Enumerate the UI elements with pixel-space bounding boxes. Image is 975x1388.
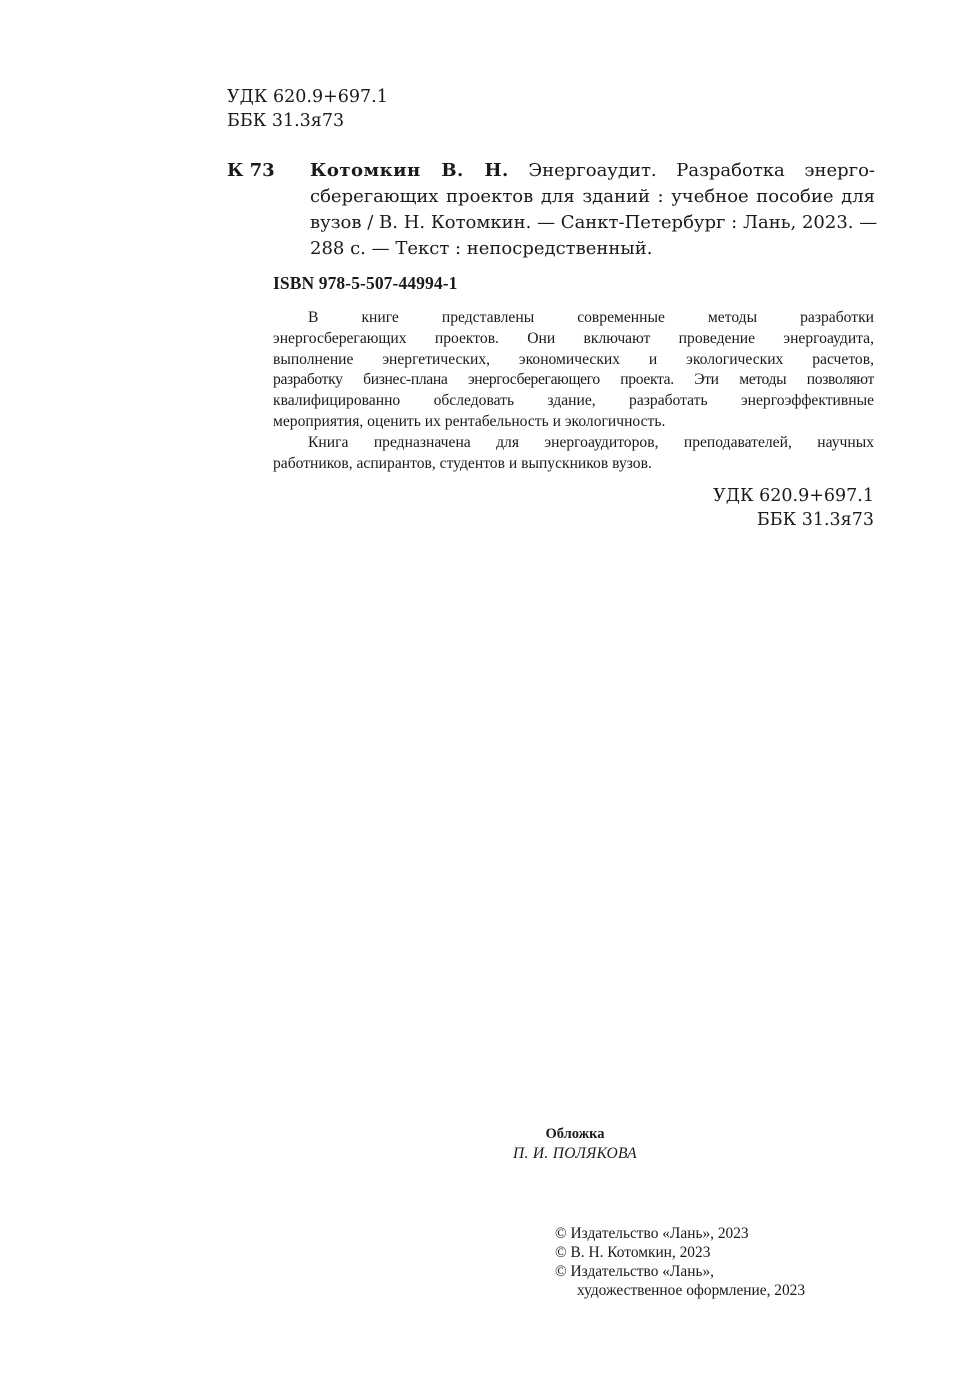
- title-start: Энергоаудит. Разработка энерго-: [528, 160, 875, 181]
- annotation-line: выполнение энергетических, экономических и экологических расчетов,: [273, 350, 874, 368]
- classification-codes-top: [227, 85, 388, 133]
- annotation-line: энергосберегающих проектов. Они включают проведение энергоаудита,: [273, 329, 874, 347]
- copyright-line: художественное оформление, 2023: [577, 1282, 806, 1299]
- annotation-line: мероприятия, оценить их рентабельность и экологичность.: [273, 412, 666, 430]
- annotation-line: Книга предназначена для энергоаудиторов, преподавателей, научных: [308, 433, 874, 451]
- cover-label: Обложка: [545, 1126, 605, 1142]
- entry-line-4: 288 с. — Текст : непосредственный.: [310, 238, 653, 259]
- author-name: Котомкин В. Н.: [310, 160, 509, 181]
- entry-line-1: [310, 158, 875, 184]
- bibliographic-description: [310, 158, 878, 262]
- udk-code: УДК 620.9+697.1: [713, 486, 874, 506]
- annotation-line: В книге представлены современные методы разработки: [308, 309, 874, 326]
- entry-line-3: вузов / В. Н. Котомкин. — Санкт-Петербург : Лань, 2023. —: [310, 212, 878, 233]
- udk-code: УДК 620.9+697.1: [227, 87, 388, 107]
- classification-codes-bottom: [713, 484, 874, 532]
- author-mark: К 73: [227, 160, 275, 181]
- isbn: ISBN 978-5-507-44994-1: [273, 273, 458, 293]
- bbk-code: ББК 31.3я73: [227, 111, 345, 131]
- copyright-line: © Издательство «Лань», 2023: [555, 1225, 749, 1242]
- annotation: [273, 308, 874, 474]
- annotation-line: работников, аспирантов, студентов и выпускников вузов.: [273, 454, 652, 472]
- entry-line-2: сберегающих проектов для зданий : учебное пособие для: [310, 186, 875, 207]
- copyright-line: © Издательство «Лань»,: [555, 1263, 715, 1280]
- bibliographic-entry: [227, 158, 878, 262]
- annotation-line: квалифицированно обследовать здание, разработать энергоэффективные: [273, 392, 874, 410]
- cover-credit: [460, 1124, 690, 1164]
- bbk-code: ББК 31.3я73: [756, 510, 874, 530]
- annotation-line: разработку бизнес-плана энергосберегающего проекта. Эти методы позволяют: [273, 371, 874, 389]
- copyright-line: © В. Н. Котомкин, 2023: [555, 1244, 711, 1261]
- copyright-block: [555, 1224, 805, 1300]
- cover-designer: П. И. ПОЛЯКОВА: [513, 1145, 637, 1162]
